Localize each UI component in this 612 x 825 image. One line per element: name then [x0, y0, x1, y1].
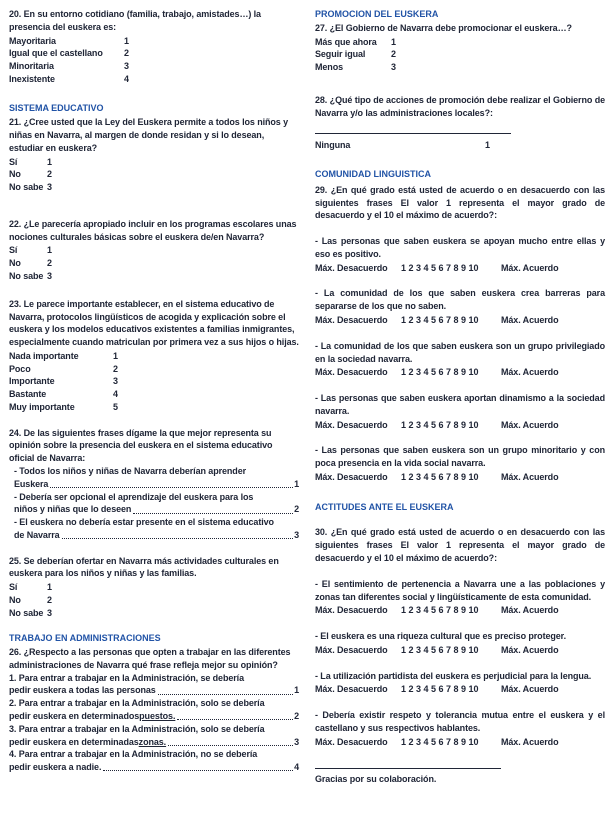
option-code: 1: [294, 685, 299, 696]
likert-scale: [315, 736, 605, 749]
question-20: 20. En su entorno cotidiano (familia, trabajo, amistades…) la presencia del euskera es:: [9, 9, 261, 32]
option-label: No sabe: [9, 271, 44, 282]
statement-text: - El euskera es una riqueza cultural que es preciso proteger.: [315, 631, 566, 642]
options-list: [9, 35, 299, 86]
option-label: No: [9, 258, 21, 269]
section-heading: SISTEMA EDUCATIVO: [9, 102, 104, 113]
option-code: 3: [294, 529, 299, 540]
dotted-leader: [62, 538, 294, 539]
option-row: [315, 61, 605, 74]
question-27: 27. ¿El Gobierno de Navarra debe promocionar el euskera…?: [315, 22, 572, 33]
option-code: 1: [391, 36, 396, 47]
dotted-leader: [158, 694, 293, 695]
option-label: Muy importante: [9, 401, 75, 412]
option-label: Minoritaria: [9, 61, 54, 72]
option-text-end: pedir euskera en determinadas: [9, 736, 139, 747]
option-row: [9, 363, 299, 376]
question-25: 25. Se deberían ofertar en Navarra más actividades culturales en euskera para los niños y niñas y las familias.: [9, 555, 279, 579]
option-text: - Debería ser opcional el aprendizaje del euskera para los: [14, 491, 254, 502]
option-code: 2: [47, 258, 52, 269]
option-text: 1. Para entrar a trabajar en la Administración, se debería: [9, 672, 244, 683]
options-list: [9, 581, 299, 619]
section-heading: COMUNIDAD LINGUISTICA: [315, 169, 431, 180]
option-label: No sabe: [9, 182, 44, 193]
option-row: [9, 388, 299, 401]
option-code: 2: [113, 363, 118, 374]
option-code: 1: [485, 140, 490, 151]
option-code: 1: [47, 245, 52, 256]
option-row: [9, 181, 299, 194]
option-text: - El euskera no debería estar presente en el sistema educativo: [14, 517, 274, 528]
option-label: Poco: [9, 363, 31, 374]
option-label: Nada importante: [9, 350, 79, 361]
question-22: 22. ¿Le parecería apropiado incluir en los programas escolares unas nociones culturales básicas sobre el euskera de/en Navarra?: [9, 218, 297, 242]
likert-scale-numbers: 1 2 3 4 5 6 7 8 9 10: [401, 684, 479, 695]
option-label: Bastante: [9, 389, 47, 400]
dotted-option: [9, 748, 299, 774]
option-label: Menos: [315, 62, 344, 73]
dotted-leader: [103, 770, 293, 771]
option-text: - Todos los niños y niñas de Navarra deberían aprender: [14, 465, 246, 476]
likert-max-label: Máx. Acuerdo: [501, 644, 559, 655]
statement-text: - El sentimiento de pertenencia a Navarra une a las poblaciones y zonas tan diferentes social y lingüísticamente de esta comunidad.: [315, 578, 605, 602]
option-label: Seguir igual: [315, 49, 366, 60]
statement-text: - La comunidad de los que saben euskera son un grupo privilegiado en la sociedad navarra.: [315, 340, 605, 364]
likert-scale-numbers: 1 2 3 4 5 6 7 8 9 10: [401, 605, 479, 616]
likert-min-label: Máx. Desacuerdo: [315, 644, 388, 655]
option-code: 3: [47, 182, 52, 193]
option-text-end: de Navarra: [14, 529, 60, 540]
option-label: Importante: [9, 376, 55, 387]
option-row: [9, 168, 299, 181]
dotted-option: [14, 491, 299, 517]
likert-max-label: Máx. Acuerdo: [501, 605, 559, 616]
option-row: [315, 139, 605, 152]
option-row: [9, 401, 299, 414]
likert-min-label: Máx. Desacuerdo: [315, 684, 388, 695]
likert-scale-numbers: 1 2 3 4 5 6 7 8 9 10: [401, 315, 479, 326]
likert-max-label: Máx. Acuerdo: [501, 684, 559, 695]
option-text-end: Euskera: [14, 478, 49, 489]
options-list: [315, 36, 605, 74]
statement-options: [9, 465, 299, 542]
option-row: [9, 257, 299, 270]
option-label: Sí: [9, 245, 18, 256]
statement-options: [9, 672, 299, 774]
option-row: [9, 581, 299, 594]
closing-text: Gracias por su colaboración.: [315, 774, 437, 785]
option-label: Mayoritaria: [9, 35, 56, 46]
likert-scale: [315, 262, 605, 275]
question-28: 28. ¿Qué tipo de acciones de promoción debe realizar el Gobierno de Navarra y/o las administraciones locales?:: [315, 94, 605, 118]
likert-scale: [315, 419, 605, 432]
section-heading: TRABAJO EN ADMINISTRACIONES: [9, 633, 161, 644]
option-code: 3: [47, 607, 52, 618]
likert-min-label: Máx. Desacuerdo: [315, 315, 388, 326]
dotted-option: [9, 672, 299, 698]
statement-text: - La utilización partidista del euskera es perjudicial para la lengua.: [315, 670, 592, 681]
option-label: No sabe: [9, 607, 44, 618]
likert-scale: [315, 604, 605, 617]
left-column: [9, 8, 299, 817]
option-row: [9, 244, 299, 257]
dotted-leader: [168, 745, 293, 746]
dotted-leader: [177, 719, 293, 720]
dotted-option: [14, 465, 299, 491]
options-list: [9, 350, 299, 414]
option-label: Ninguna: [315, 140, 351, 151]
option-code: 2: [47, 594, 52, 605]
option-row: [9, 156, 299, 169]
question-21: 21. ¿Cree usted que la Ley del Euskera permite a todos los niños y niñas en Navarra, al margen de donde residan y si lo desean, estudiar en euskera?: [9, 117, 288, 153]
dotted-leader: [133, 513, 293, 514]
likert-scale: [315, 366, 605, 379]
statement-text: - Las personas que saben euskera son un grupo minoritario y con poca presencia en la vida social navarra.: [315, 445, 605, 469]
options-list: [9, 156, 299, 194]
option-code: 2: [294, 710, 299, 721]
option-leader-row: [9, 710, 299, 723]
likert-scale-numbers: 1 2 3 4 5 6 7 8 9 10: [401, 367, 479, 378]
options-list: [315, 139, 605, 152]
option-code: 4: [124, 73, 129, 84]
dotted-leader: [50, 487, 293, 488]
option-code: 1: [124, 35, 129, 46]
option-leader-row: [9, 761, 299, 774]
option-leader-row: [14, 503, 299, 516]
option-row: [9, 375, 299, 388]
option-text-end: niños y niñas que lo deseen: [14, 504, 132, 515]
answer-line: [315, 133, 511, 136]
option-code: 2: [47, 169, 52, 180]
option-code: 3: [113, 376, 118, 387]
option-row: [9, 607, 299, 620]
option-label: Inexistente: [9, 73, 55, 84]
option-text: 3. Para entrar a trabajar en la Administración, solo se debería: [9, 723, 265, 734]
question-26: 26. ¿Respecto a las personas que opten a trabajar en las diferentes administraciones de Navarra qué frase refleja mejor su opinión?: [9, 647, 291, 670]
option-code: 2: [124, 48, 129, 59]
option-code: 3: [47, 271, 52, 282]
answer-line: [315, 768, 501, 771]
section-heading: PROMOCION DEL EUSKERA: [315, 9, 439, 19]
option-code: 1: [47, 582, 52, 593]
right-column: [315, 8, 605, 817]
dotted-option: [9, 723, 299, 749]
likert-scale-numbers: 1 2 3 4 5 6 7 8 9 10: [401, 419, 479, 430]
option-leader-row: [9, 736, 299, 749]
dotted-option: [14, 516, 299, 542]
option-code: 1: [294, 478, 299, 489]
option-code: 4: [294, 762, 299, 773]
option-code: 4: [113, 389, 118, 400]
option-row: [9, 73, 299, 86]
likert-max-label: Máx. Acuerdo: [501, 419, 559, 430]
options-list: [9, 244, 299, 282]
statement-text: - Las personas que saben euskera se apoyan mucho entre ellas y eso es positivo.: [315, 236, 605, 259]
likert-max-label: Máx. Acuerdo: [501, 367, 559, 378]
question-23: 23. Le parece importante establecer, en el sistema educativo de Navarra, protocolos lingüísticos de acogida y explicación sobre el euskera y los modelos educativos existentes a familias inmigrantes, especialmente cuando matriculan por primera vez a sus hijos o hijas.: [9, 298, 299, 348]
option-text-end: pedir euskera a nadie.: [9, 762, 102, 773]
option-label: Más que ahora: [315, 36, 377, 47]
option-label: Igual que el castellano: [9, 48, 103, 59]
likert-max-label: Máx. Acuerdo: [501, 315, 559, 326]
likert-scale-numbers: 1 2 3 4 5 6 7 8 9 10: [401, 262, 479, 273]
likert-scale: [315, 314, 605, 327]
option-row: [9, 47, 299, 60]
option-code: 1: [47, 156, 52, 167]
dotted-option: [9, 697, 299, 723]
option-label: No: [9, 594, 21, 605]
likert-scale: [315, 471, 605, 484]
option-row: [9, 60, 299, 73]
likert-scale: [315, 644, 605, 657]
option-text-end: pedir euskera en determinados: [9, 710, 140, 721]
likert-min-label: Máx. Desacuerdo: [315, 605, 388, 616]
option-leader-row: [14, 529, 299, 542]
likert-min-label: Máx. Desacuerdo: [315, 736, 388, 747]
question-30: 30. ¿En qué grado está usted de acuerdo o en desacuerdo con las siguientes frases El valor 1 representa el mayor grado de desacuerdo y el 10 el máximo de acuerdo?:: [315, 527, 605, 563]
option-row: [9, 594, 299, 607]
option-row: [315, 36, 605, 49]
question-24: 24. De las siguientes frases dígame la que mejor representa su opinión sobre la presencia del euskera en el sistema educativo oficial de Navarra:: [9, 427, 273, 464]
statement-text: - La comunidad de los que saben euskera crea barreras para separarse de los que no saben.: [315, 288, 605, 312]
option-code: 3: [391, 62, 396, 73]
option-label: Sí: [9, 156, 18, 167]
option-code: 1: [113, 350, 118, 361]
option-row: [9, 35, 299, 48]
statement-text: - Debería existir respeto y tolerancia mutua entre el euskera y el castellano y sus respectivos hablantes.: [315, 710, 605, 733]
option-text-end: pedir euskera a todas las personas: [9, 685, 156, 696]
option-leader-row: [14, 478, 299, 491]
likert-min-label: Máx. Desacuerdo: [315, 471, 388, 482]
likert-min-label: Máx. Desacuerdo: [315, 419, 388, 430]
option-row: [9, 350, 299, 363]
likert-max-label: Máx. Acuerdo: [501, 262, 559, 273]
statement-text: - Las personas que saben euskera aportan dinamismo a la sociedad navarra.: [315, 393, 605, 416]
section-heading: ACTITUDES ANTE EL EUSKERA: [315, 501, 454, 512]
option-leader-row: [9, 684, 299, 697]
option-code: 3: [124, 61, 129, 72]
option-code: 2: [391, 49, 396, 60]
option-code: 2: [294, 504, 299, 515]
option-row: [315, 48, 605, 61]
option-text: 2. Para entrar a trabajar en la Administración, solo se debería: [9, 698, 265, 709]
option-underlined-word: zonas.: [138, 736, 167, 747]
likert-scale-numbers: 1 2 3 4 5 6 7 8 9 10: [401, 471, 479, 482]
option-label: Sí: [9, 582, 18, 593]
likert-scale-numbers: 1 2 3 4 5 6 7 8 9 10: [401, 736, 479, 747]
likert-scale: [315, 683, 605, 696]
likert-min-label: Máx. Desacuerdo: [315, 367, 388, 378]
likert-max-label: Máx. Acuerdo: [501, 736, 559, 747]
option-label: No: [9, 169, 21, 180]
question-29: 29. ¿En qué grado está usted de acuerdo o en desacuerdo con las siguientes frases El valor 1 representa el mayor grado de desacuerdo y el 10 el máximo de acuerdo?:: [315, 184, 605, 221]
option-underlined-word: puestos.: [139, 710, 176, 721]
likert-scale-numbers: 1 2 3 4 5 6 7 8 9 10: [401, 644, 479, 655]
option-code: 5: [113, 401, 118, 412]
likert-max-label: Máx. Acuerdo: [501, 471, 559, 482]
option-code: 3: [294, 736, 299, 747]
option-text: 4. Para entrar a trabajar en la Administración, no se debería: [9, 749, 258, 760]
likert-min-label: Máx. Desacuerdo: [315, 262, 388, 273]
option-row: [9, 270, 299, 283]
